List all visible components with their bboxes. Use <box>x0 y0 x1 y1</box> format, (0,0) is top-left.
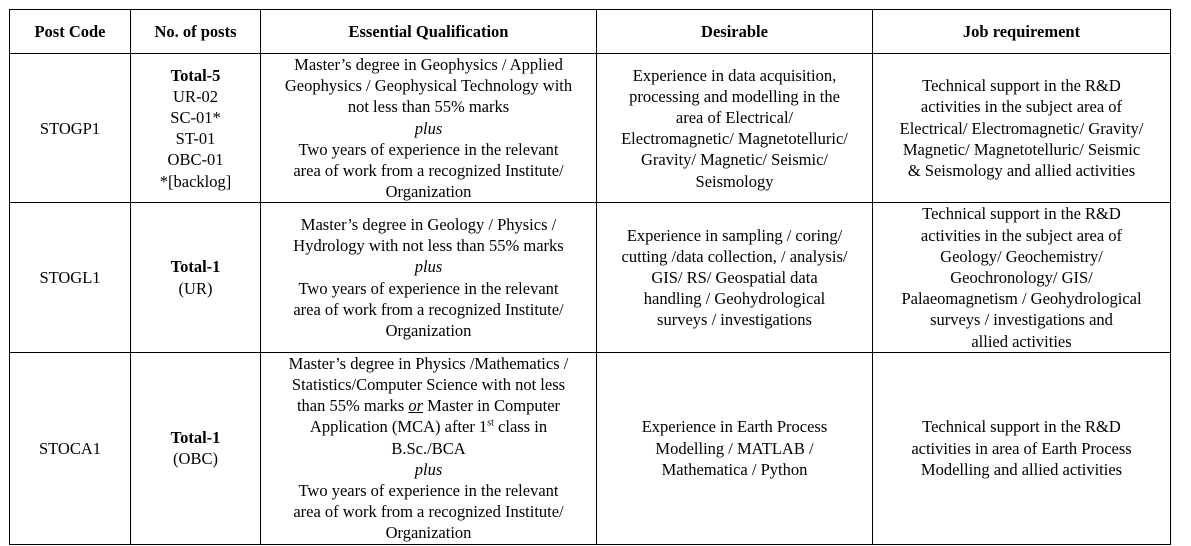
header-essential-qualification: Essential Qualification <box>261 10 597 54</box>
experience-line: Organization <box>385 523 472 543</box>
posts-line: SC-01* <box>170 108 221 127</box>
posts-total: Total-1 <box>170 428 221 448</box>
header-post-code: Post Code <box>10 10 131 54</box>
desirable-line: Experience in sampling / coring/ <box>626 225 843 245</box>
posts-line: UR-02 <box>173 86 218 106</box>
job-line: & Seismology and allied activities <box>907 161 1136 181</box>
job-line: Technical support in the R&D <box>922 204 1121 224</box>
desirable-line: area of Electrical/ <box>675 108 794 127</box>
desirable-line: Experience in Earth Process <box>641 417 828 437</box>
essential-text: Master in Computer <box>423 396 561 416</box>
job-line: activities in area of Earth Process <box>911 438 1132 458</box>
essential-line: B.Sc./BCA <box>391 438 466 458</box>
desirable-line: Seismology <box>695 171 774 191</box>
table-row <box>10 54 1171 203</box>
posts-line: *[backlog] <box>159 171 232 191</box>
essential-qualification-cell <box>261 352 597 544</box>
job-line: Technical support in the R&D <box>922 417 1121 437</box>
desirable-line: processing and modelling in the <box>629 86 840 106</box>
experience-line: Two years of experience in the relevant <box>298 139 559 159</box>
experience-line: Two years of experience in the relevant <box>298 481 559 501</box>
desirable-line: cutting /data collection, / analysis/ <box>621 246 848 266</box>
essential-line: Master’s degree in Geophysics / Applied <box>294 55 563 74</box>
essential-qualification-cell <box>261 54 597 203</box>
experience-line: Two years of experience in the relevant <box>298 278 559 298</box>
experience-line: area of work from a recognized Institute/ <box>293 502 564 522</box>
essential-qualification-cell <box>261 203 597 352</box>
superscript-st: st <box>487 417 494 429</box>
experience-line: Organization <box>385 321 472 341</box>
essential-text: class in <box>493 417 548 437</box>
desirable-line: Electromagnetic/ Magnetotelluric/ <box>621 129 848 149</box>
desirable-line: Modelling / MATLAB / <box>655 438 814 458</box>
essential-line: Master’s degree in Physics /Mathematics / <box>288 353 569 373</box>
post-code-cell: STOGP1 <box>10 54 131 203</box>
header-desirable: Desirable <box>597 10 873 54</box>
table-row <box>10 352 1171 544</box>
post-code-cell: STOGL1 <box>10 203 131 352</box>
essential-line <box>265 416 592 437</box>
experience-line: Organization <box>385 182 472 202</box>
experience-line: area of work from a recognized Institute/ <box>293 299 564 319</box>
job-line: Palaeomagnetism / Geohydrological <box>901 289 1142 309</box>
job-line: Electrical/ Electromagnetic/ Gravity/ <box>899 118 1144 138</box>
posts-total: Total-5 <box>170 65 221 85</box>
essential-text: than 55% marks <box>296 396 409 416</box>
desirable-cell <box>597 203 873 352</box>
job-line: Geology/ Geochemistry/ <box>940 246 1103 266</box>
essential-line <box>265 395 592 416</box>
num-posts-cell <box>131 352 261 544</box>
desirable-line: GIS/ RS/ Geospatial data <box>651 268 818 288</box>
essential-line: Master’s degree in Geology / Physics / <box>300 215 557 235</box>
essential-line: Geophysics / Geophysical Technology with <box>284 76 573 96</box>
desirable-cell <box>597 54 873 203</box>
plus-label: plus <box>414 459 443 479</box>
job-line: activities in the subject area of <box>920 225 1123 245</box>
desirable-line: Gravity/ Magnetic/ Seismic/ <box>641 150 828 170</box>
posts-line: OBC-01 <box>167 150 224 170</box>
posts-table <box>9 9 1171 545</box>
essential-text: Application (MCA) after 1 <box>309 417 488 437</box>
plus-label: plus <box>414 257 443 277</box>
job-line: Modelling and allied activities <box>920 459 1123 479</box>
desirable-line: Mathematica / Python <box>661 459 808 479</box>
job-line: Technical support in the R&D <box>922 76 1121 96</box>
experience-line: area of work from a recognized Institute/ <box>293 161 564 181</box>
desirable-cell <box>597 352 873 544</box>
job-line: surveys / investigations and <box>930 310 1113 330</box>
job-requirement-cell <box>873 352 1171 544</box>
desirable-line: handling / Geohydrological <box>643 289 826 309</box>
job-line: Geochronology/ GIS/ <box>950 268 1093 288</box>
table-row <box>10 203 1171 352</box>
essential-line: Statistics/Computer Science with not less <box>291 375 566 395</box>
or-emphasis: or <box>408 396 423 416</box>
header-num-posts: No. of posts <box>131 10 261 54</box>
job-line: activities in the subject area of <box>920 97 1123 117</box>
job-requirement-cell <box>873 203 1171 352</box>
job-line: allied activities <box>971 331 1072 351</box>
posts-line: ST-01 <box>175 129 216 149</box>
header-row <box>10 10 1171 54</box>
posts-line: (OBC) <box>173 449 218 469</box>
plus-label: plus <box>414 118 443 138</box>
header-job-requirement: Job requirement <box>873 10 1171 54</box>
posts-total: Total-1 <box>170 257 221 277</box>
job-requirement-cell <box>873 54 1171 203</box>
essential-line: not less than 55% marks <box>347 97 510 117</box>
desirable-line: surveys / investigations <box>657 310 812 330</box>
num-posts-cell <box>131 203 261 352</box>
essential-line: Hydrology with not less than 55% marks <box>293 236 564 256</box>
desirable-line: Experience in data acquisition, <box>632 65 837 85</box>
job-line: Magnetic/ Magnetotelluric/ Seismic <box>902 139 1141 159</box>
num-posts-cell <box>131 54 261 203</box>
posts-line: (UR) <box>178 278 213 298</box>
post-code-cell: STOCA1 <box>10 352 131 544</box>
